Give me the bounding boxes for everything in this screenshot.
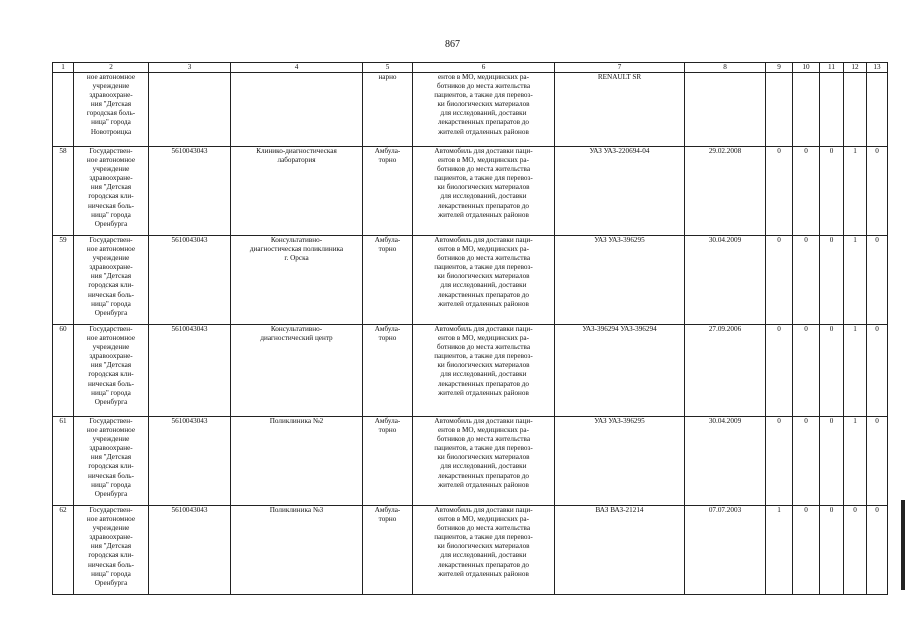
purpose-cell: Автомобиль для доставки паци- ентов в МО, медицинских ра- ботников до места жительства пациентов, а также для перевоз- ки биологических материалов для исследований, доставки лекарственных препаратов до жителей отдаленных районов bbox=[413, 506, 555, 595]
row-number-cell: 60 bbox=[53, 325, 74, 417]
unit-cell: Поликлиника №2 bbox=[231, 417, 363, 506]
column-number-row bbox=[53, 63, 888, 73]
column-number: 3 bbox=[149, 63, 231, 73]
vehicle-brand-cell: УАЗ УАЗ-220694-04 bbox=[555, 147, 685, 236]
column-number: 13 bbox=[867, 63, 888, 73]
column-number: 8 bbox=[685, 63, 766, 73]
count-cell: 0 bbox=[793, 325, 820, 417]
count-cell bbox=[820, 73, 844, 147]
date-cell: 30.04.2009 bbox=[685, 236, 766, 325]
care-type-cell: Амбула- торно bbox=[363, 236, 413, 325]
column-number: 5 bbox=[363, 63, 413, 73]
organization-cell: ное автономное учреждение здравоохране- ния "Детская городская боль- ница" города Новотроицка bbox=[74, 73, 149, 147]
unit-cell: Клинико-диагностическая лаборатория bbox=[231, 147, 363, 236]
organization-cell: Государствен- ное автономное учреждение здравоохране- ния "Детская городская кли- ническая боль- ница" города Оренбурга bbox=[74, 325, 149, 417]
column-number: 4 bbox=[231, 63, 363, 73]
count-cell: 1 bbox=[844, 147, 867, 236]
count-cell: 1 bbox=[844, 325, 867, 417]
inn-cell: 5610043043 bbox=[149, 236, 231, 325]
count-cell: 0 bbox=[766, 417, 793, 506]
count-cell: 0 bbox=[766, 147, 793, 236]
care-type-cell: Амбула- торно bbox=[363, 506, 413, 595]
purpose-cell: Автомобиль для доставки паци- ентов в МО, медицинских ра- ботников до места жительства пациентов, а также для перевоз- ки биологических материалов для исследований, доставки лекарственных препаратов до жителей отдаленных районов bbox=[413, 417, 555, 506]
care-type-cell: нарно bbox=[363, 73, 413, 147]
table-row bbox=[53, 506, 888, 595]
organization-cell: Государствен- ное автономное учреждение здравоохране- ния "Детская городская кли- ническая боль- ница" города Оренбурга bbox=[74, 506, 149, 595]
count-cell bbox=[844, 73, 867, 147]
date-cell: 27.09.2006 bbox=[685, 325, 766, 417]
column-number: 11 bbox=[820, 63, 844, 73]
column-number: 10 bbox=[793, 63, 820, 73]
count-cell: 0 bbox=[867, 236, 888, 325]
row-number-cell: 61 bbox=[53, 417, 74, 506]
count-cell: 0 bbox=[820, 325, 844, 417]
count-cell: 0 bbox=[867, 147, 888, 236]
count-cell bbox=[766, 73, 793, 147]
date-cell: 07.07.2003 bbox=[685, 506, 766, 595]
date-cell: 30.04.2009 bbox=[685, 417, 766, 506]
continuation-row bbox=[53, 73, 888, 147]
organization-cell: Государствен- ное автономное учреждение здравоохране- ния "Детская городская кли- ническая боль- ница" города Оренбурга bbox=[74, 417, 149, 506]
column-number: 7 bbox=[555, 63, 685, 73]
column-number: 6 bbox=[413, 63, 555, 73]
unit-cell bbox=[231, 73, 363, 147]
inn-cell: 5610043043 bbox=[149, 417, 231, 506]
count-cell: 0 bbox=[867, 506, 888, 595]
table-row bbox=[53, 325, 888, 417]
column-number: 1 bbox=[53, 63, 74, 73]
vehicle-brand-cell: ВАЗ ВАЗ-21214 bbox=[555, 506, 685, 595]
organization-cell: Государствен- ное автономное учреждение здравоохране- ния "Детская городская кли- ническая боль- ница" города Оренбурга bbox=[74, 147, 149, 236]
purpose-cell: Автомобиль для доставки паци- ентов в МО, медицинских ра- ботников до места жительства пациентов, а также для перевоз- ки биологических материалов для исследований, доставки лекарственных препаратов до жителей отдаленных районов bbox=[413, 147, 555, 236]
row-number-cell: 62 bbox=[53, 506, 74, 595]
count-cell: 0 bbox=[820, 147, 844, 236]
care-type-cell: Амбула- торно bbox=[363, 147, 413, 236]
vehicle-brand-cell: RENAULT SR bbox=[555, 73, 685, 147]
care-type-cell: Амбула- торно bbox=[363, 417, 413, 506]
count-cell bbox=[867, 73, 888, 147]
date-cell: 29.02.2008 bbox=[685, 147, 766, 236]
vehicle-register-table bbox=[52, 62, 888, 595]
page-number: 867 bbox=[445, 39, 460, 50]
column-number: 12 bbox=[844, 63, 867, 73]
date-cell bbox=[685, 73, 766, 147]
count-cell: 0 bbox=[844, 506, 867, 595]
count-cell: 1 bbox=[844, 236, 867, 325]
purpose-cell: ентов в МО, медицинских ра- ботников до места жительства пациентов, а также для перевоз- ки биологических материалов для исследований, доставки лекарственных препаратов до жителей отдаленных районов bbox=[413, 73, 555, 147]
care-type-cell: Амбула- торно bbox=[363, 325, 413, 417]
inn-cell: 5610043043 bbox=[149, 325, 231, 417]
count-cell: 0 bbox=[820, 417, 844, 506]
table-row bbox=[53, 417, 888, 506]
count-cell: 1 bbox=[844, 417, 867, 506]
count-cell: 0 bbox=[867, 325, 888, 417]
vehicle-brand-cell: УАЗ УАЗ-396295 bbox=[555, 417, 685, 506]
count-cell: 1 bbox=[766, 506, 793, 595]
column-number: 2 bbox=[74, 63, 149, 73]
count-cell: 0 bbox=[766, 325, 793, 417]
organization-cell: Государствен- ное автономное учреждение здравоохране- ния "Детская городская кли- ническая боль- ница" города Оренбурга bbox=[74, 236, 149, 325]
count-cell: 0 bbox=[766, 236, 793, 325]
count-cell: 0 bbox=[867, 417, 888, 506]
table-row bbox=[53, 147, 888, 236]
unit-cell: Консультативно- диагностический центр bbox=[231, 325, 363, 417]
count-cell: 0 bbox=[820, 506, 844, 595]
count-cell: 0 bbox=[793, 147, 820, 236]
count-cell: 0 bbox=[793, 417, 820, 506]
row-number-cell bbox=[53, 73, 74, 147]
inn-cell: 5610043043 bbox=[149, 506, 231, 595]
table-row bbox=[53, 236, 888, 325]
unit-cell: Консультативно- диагностическая поликлиника г. Орска bbox=[231, 236, 363, 325]
count-cell: 0 bbox=[793, 236, 820, 325]
purpose-cell: Автомобиль для доставки паци- ентов в МО, медицинских ра- ботников до места жительства пациентов, а также для перевоз- ки биологических материалов для исследований, доставки лекарственных препаратов до жителей отдаленных районов bbox=[413, 236, 555, 325]
row-number-cell: 59 bbox=[53, 236, 74, 325]
unit-cell: Поликлиника №3 bbox=[231, 506, 363, 595]
purpose-cell: Автомобиль для доставки паци- ентов в МО, медицинских ра- ботников до места жительства пациентов, а также для перевоз- ки биологических материалов для исследований, доставки лекарственных препаратов до жителей отдаленных районов bbox=[413, 325, 555, 417]
scan-edge-mark bbox=[901, 500, 905, 590]
count-cell: 0 bbox=[793, 506, 820, 595]
row-number-cell: 58 bbox=[53, 147, 74, 236]
vehicle-brand-cell: УАЗ-396294 УАЗ-396294 bbox=[555, 325, 685, 417]
column-number: 9 bbox=[766, 63, 793, 73]
vehicle-brand-cell: УАЗ УАЗ-396295 bbox=[555, 236, 685, 325]
count-cell: 0 bbox=[820, 236, 844, 325]
inn-cell: 5610043043 bbox=[149, 147, 231, 236]
inn-cell bbox=[149, 73, 231, 147]
count-cell bbox=[793, 73, 820, 147]
